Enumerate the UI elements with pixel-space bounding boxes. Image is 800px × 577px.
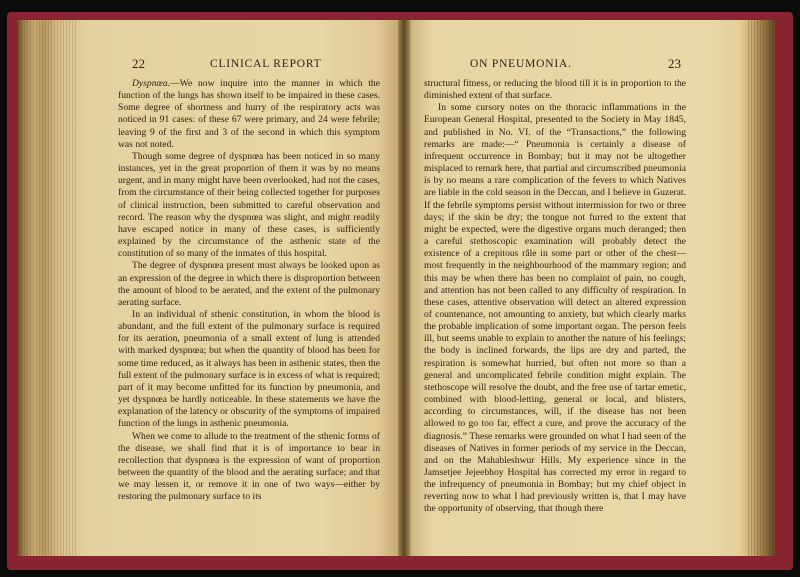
left-paragraph bbox=[118, 78, 380, 151]
paragraph-text: In some cursory notes on the thoracic inflammations in the European General Hospital, presented to the Society in May 1845, and published in No. VI. of the “Transactions,” the following remarks are made:—“ Pneumonia is certainly a disease of infrequent occurrence in Bombay; but it may not be altogether misplaced to remark here, that partial and circumscribed pneumonia is by no means a rare complication of the fevers to which Natives are liable in the cold season in the Deccan, and I believe in Guzerat. If the febrile symptoms persist without intermission for two or three days; if the skin be dry; the tongue not furred to the extent that might be expected, were the digestive organs much deranged; then a careful stethoscopic examination will probably detect the existence of a crepitous râle in some part or other of the chest—most frequently in the neighbourhood of the mammary region; and this may be when there has been no complaint of pain, no cough, and attention has not been called to any difficulty of respiration. In these cases, attentive observation will detect an altered expression of countenance, not amounting to anxiety, but which clearly marks the probable implication of some important organ. The person feels ill, but seems unable to explain to another the nature of his feelings; the body is inclined forwards, the lips are dry and parted, the respiration is somewhat hurried, but often not more so than a general and uncomplicated febrile condition might explain. The stethoscope will resolve the doubt, and the free use of tartar emetic, combined with blood-letting, general or local, and blisters, according to circumstances, will, if the disease has not been allowed to go too far, effect a cure, and prove the accuracy of the diagnosis.” These remarks were grounded on what I had seen of the diseases of Natives in former periods of my service in the Deccan, and on the Mahableshwur Hills. My experience since in the Jamsetjee Jejeebhoy Hospital has corrected my error in regard to the infrequency of pneumonia in Bombay; but my chief object in reverting now to what I had previously written is, that I may have the opportunity of observing, that though there bbox=[424, 102, 686, 515]
left-paragraph bbox=[118, 151, 380, 260]
left-page-text bbox=[118, 78, 380, 503]
left-running-head: CLINICAL REPORT bbox=[210, 58, 322, 70]
paragraph-text: —We now inquire into the manner in which the function of the lungs has shown itself to be impaired in these cases. Some degree of shortness and hurry of the respiratory acts was noticed in 91 cases: of these 67 were primary, and 24 were febrile; leaving 9 of the first and 3 of the second in which this symptom was not noted. bbox=[118, 78, 380, 150]
left-paragraph bbox=[118, 309, 380, 431]
book-gutter bbox=[398, 20, 410, 556]
right-page-number: 23 bbox=[668, 56, 681, 71]
left-page-edges bbox=[18, 20, 78, 556]
right-paragraph bbox=[424, 78, 686, 102]
paragraph-lead: Dyspnœa. bbox=[132, 78, 171, 89]
right-page-text bbox=[424, 78, 686, 516]
right-running-head: ON PNEUMONIA. bbox=[470, 58, 572, 70]
right-page-edges bbox=[748, 20, 776, 556]
left-paragraph bbox=[118, 431, 380, 504]
left-page-number: 22 bbox=[132, 56, 145, 71]
right-paragraph bbox=[424, 102, 686, 515]
paragraph-text: When we come to allude to the treatment of the sthenic forms of the disease, we shall find that it is of importance to bear in recollection that dyspnœa is the expression of want of proportion between the quantity of the blood and the aerating surface; and that we may lessen it, or remove it in one of two ways—either by restoring the pulmonary surface to its bbox=[118, 430, 380, 503]
paragraph-text: structural fitness, or reducing the blood till it is in proportion to the diminished extent of that surface. bbox=[424, 78, 686, 102]
paragraph-text: The degree of dyspnœa present must always be looked upon as an expression of the degree in which there is disproportion between the amount of blood to be aerated, and the extent of the pulmonary aerating surface. bbox=[118, 260, 380, 308]
left-paragraph bbox=[118, 260, 380, 309]
paragraph-text: Though some degree of dyspnœa has been noticed in so many instances, yet in the great proportion of them it was by no means urgent, and in many might have been overlooked, had not the cases, from the circumstance of their being collected together for purposes of clinical instruction, been submitted to careful observation and record. The reason why the dyspnœa was slight, and might readily have escaped notice in many of these cases, is sufficiently explained by the circumstance of the asthenic state of the constitution of so many of the inmates of this hospital. bbox=[118, 150, 380, 260]
paragraph-text: In an individual of sthenic constitution, in whom the blood is abundant, and the full extent of the pulmonary surface is required for its aeration, pneumonia of a small extent of lung is attended with marked dyspnœa; but when the quantity of blood has been for some time reduced, as it always has been in asthenic states, then the full extent of the pulmonary surface is in excess of what is required; part of it may become unfitted for its function by pneumonia, and yet dyspnœa be hardly noticeable. In these statements we have the explanation of the latency or obscurity of the symptoms of impaired function of the lungs in asthenic pneumonia. bbox=[118, 308, 380, 430]
